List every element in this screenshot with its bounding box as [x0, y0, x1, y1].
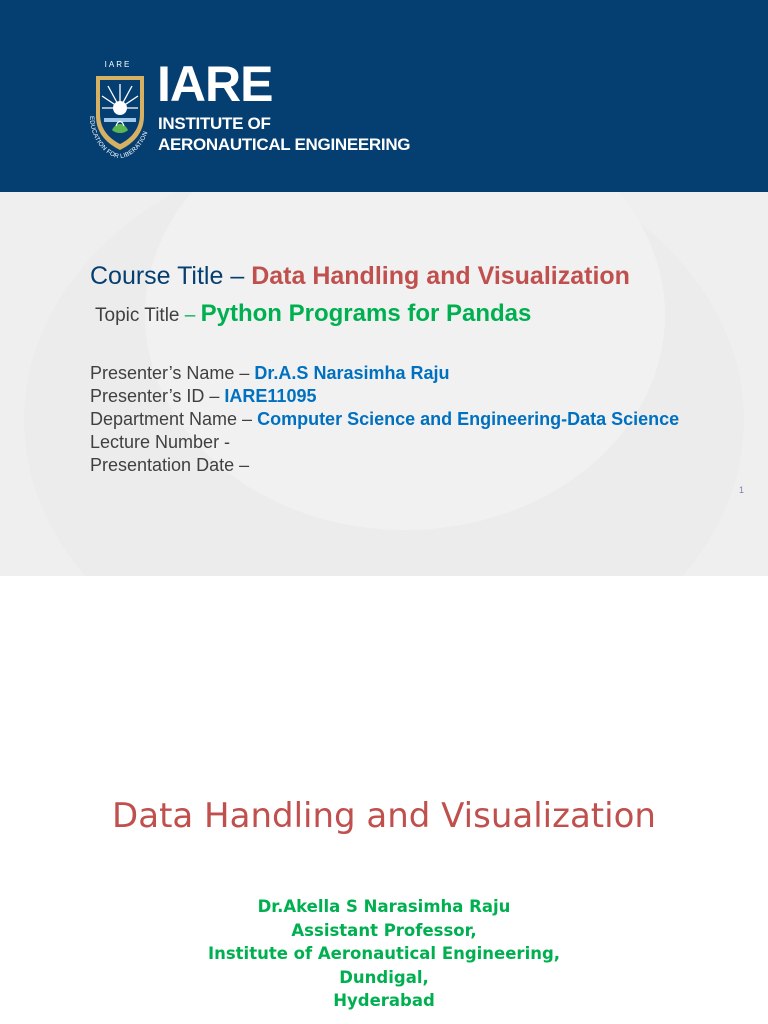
logo-motto: EDUCATION FOR LIBERATION [87, 115, 150, 160]
author-institute: Institute of Aeronautical Engineering, [207, 944, 561, 963]
presenter-info [90, 362, 679, 477]
presenter-name-label: Presenter’s Name – [90, 363, 255, 383]
logo-wordmark: IARE [157, 56, 273, 112]
department-row [90, 408, 679, 431]
logo-small-text: IARE [104, 60, 132, 69]
iare-logo [84, 56, 411, 166]
topic-title [95, 300, 531, 328]
presenter-id: IARE11095 [224, 386, 317, 406]
slide2-author-block [0, 895, 768, 1013]
author-name: Dr.Akella S Narasimha Raju [257, 897, 511, 916]
presenter-id-row [90, 385, 679, 408]
department-name: Computer Science and Engineering-Data Science [257, 409, 680, 429]
topic-title-label: Topic Title [95, 305, 185, 326]
author-city: Hyderabad [333, 991, 435, 1010]
department-label: Department Name – [90, 409, 258, 429]
presenter-id-label: Presenter’s ID – [90, 386, 225, 406]
presenter-name: Dr.A.S Narasimha Raju [254, 363, 450, 383]
topic-title-value: Python Programs for Pandas [200, 300, 532, 327]
page-number: 1 [739, 485, 745, 495]
course-title-value: Data Handling and Visualization [251, 262, 630, 290]
topic-title-dash: – [184, 305, 201, 326]
logo-line-1: INSTITUTE OF [158, 114, 271, 133]
author-locality: Dundigal, [339, 967, 429, 987]
slide2-title: Data Handling and Visualization [112, 796, 656, 836]
author-designation: Assistant Professor, [291, 920, 477, 940]
presentation-date-row: Presentation Date – [90, 455, 250, 475]
presenter-name-row [90, 362, 679, 385]
course-title-label: Course Title – [90, 262, 252, 290]
course-title [90, 262, 630, 291]
logo-line-2: AERONAUTICAL ENGINEERING [158, 135, 411, 154]
lecture-number-row: Lecture Number - [90, 432, 231, 452]
emblem-shield-icon [86, 68, 154, 160]
header-banner [0, 0, 768, 192]
